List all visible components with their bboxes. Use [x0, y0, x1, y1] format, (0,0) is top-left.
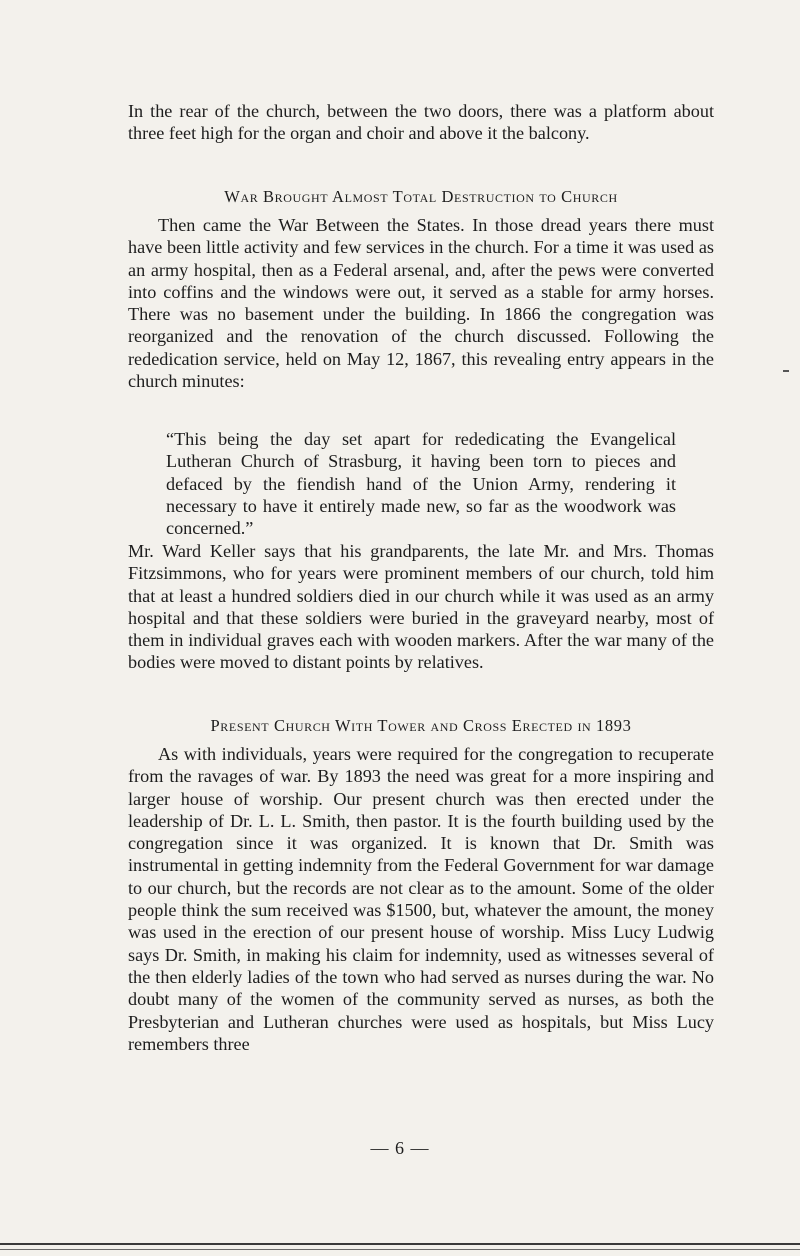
- section-war-body: [128, 214, 714, 392]
- page-number: — 6 —: [370, 1138, 430, 1158]
- section-heading-war: War Brought Almost Total Destruction to Church: [224, 187, 618, 206]
- keller-account: [128, 540, 714, 674]
- minutes-quote-text: “This being the day set apart for rededicating the Evangelical Lutheran Church of Strasburg, it having been torn to pieces and defaced by the fiendish hand of the Union Army, rendering it necessary to have it entirely made new, so far as the woodwork was concerned.”: [166, 429, 676, 539]
- intro-text: [128, 100, 714, 145]
- margin-mark: [783, 370, 789, 372]
- page-edge-line-secondary: [0, 1249, 800, 1250]
- keller-paragraph: Mr. Ward Keller says that his grandparents, the late Mr. and Mrs. Thomas Fitzsimmons, who for years were prominent members of our church, told him that at least a hundred soldiers died in our church while it was used as an army hospital and that these soldiers were buried in the graveyard nearby, most of them in individual graves each with wooden markers. After the war many of the bodies were moved to distant points by relatives.: [128, 541, 714, 673]
- section-heading-present-church: Present Church With Tower and Cross Erected in 1893: [210, 716, 632, 735]
- minutes-quote: [166, 428, 676, 539]
- section-present-paragraph: As with individuals, years were required for the congregation to recuperate from the ravages of war. By 1893 the need was great for a more inspiring and larger house of worship. Our present church was then erected under the leadership of Dr. L. L. Smith, then pastor. It is the fourth building used by the congregation since it was organized. It is known that Dr. Smith was instrumental in getting indemnity from the Federal Government for war damage to our church, but the records are not clear as to the amount. Some of the older people think the sum received was $1500, but, whatever the amount, the money was used in the erection of our present house of worship. Miss Lucy Ludwig says Dr. Smith, in making his claim for indemnity, used as witnesses several of the then elderly ladies of the town who had served as nurses during the war. No doubt many of the women of the community served as nurses, as both the Presbyterian and Lutheran churches were used as hospitals, but Miss Lucy remembers three: [128, 744, 714, 1054]
- page-edge-line: [0, 1243, 800, 1245]
- intro-paragraph: In the rear of the church, between the two doors, there was a platform about three feet high for the organ and choir and above it the balcony.: [128, 101, 714, 144]
- section-present-body: [128, 743, 714, 1055]
- section-war-paragraph: Then came the War Between the States. In those dread years there must have been little activity and few services in the church. For a time it was used as an army hospital, then as a Federal arsenal, and, after the pews were converted into coffins and the windows were out, it served as a stable for army horses. There was no basement under the building. In 1866 the congregation was reorganized and the renovation of the church discussed. Following the rededication service, held on May 12, 1867, this revealing entry appears in the church minutes:: [128, 215, 714, 392]
